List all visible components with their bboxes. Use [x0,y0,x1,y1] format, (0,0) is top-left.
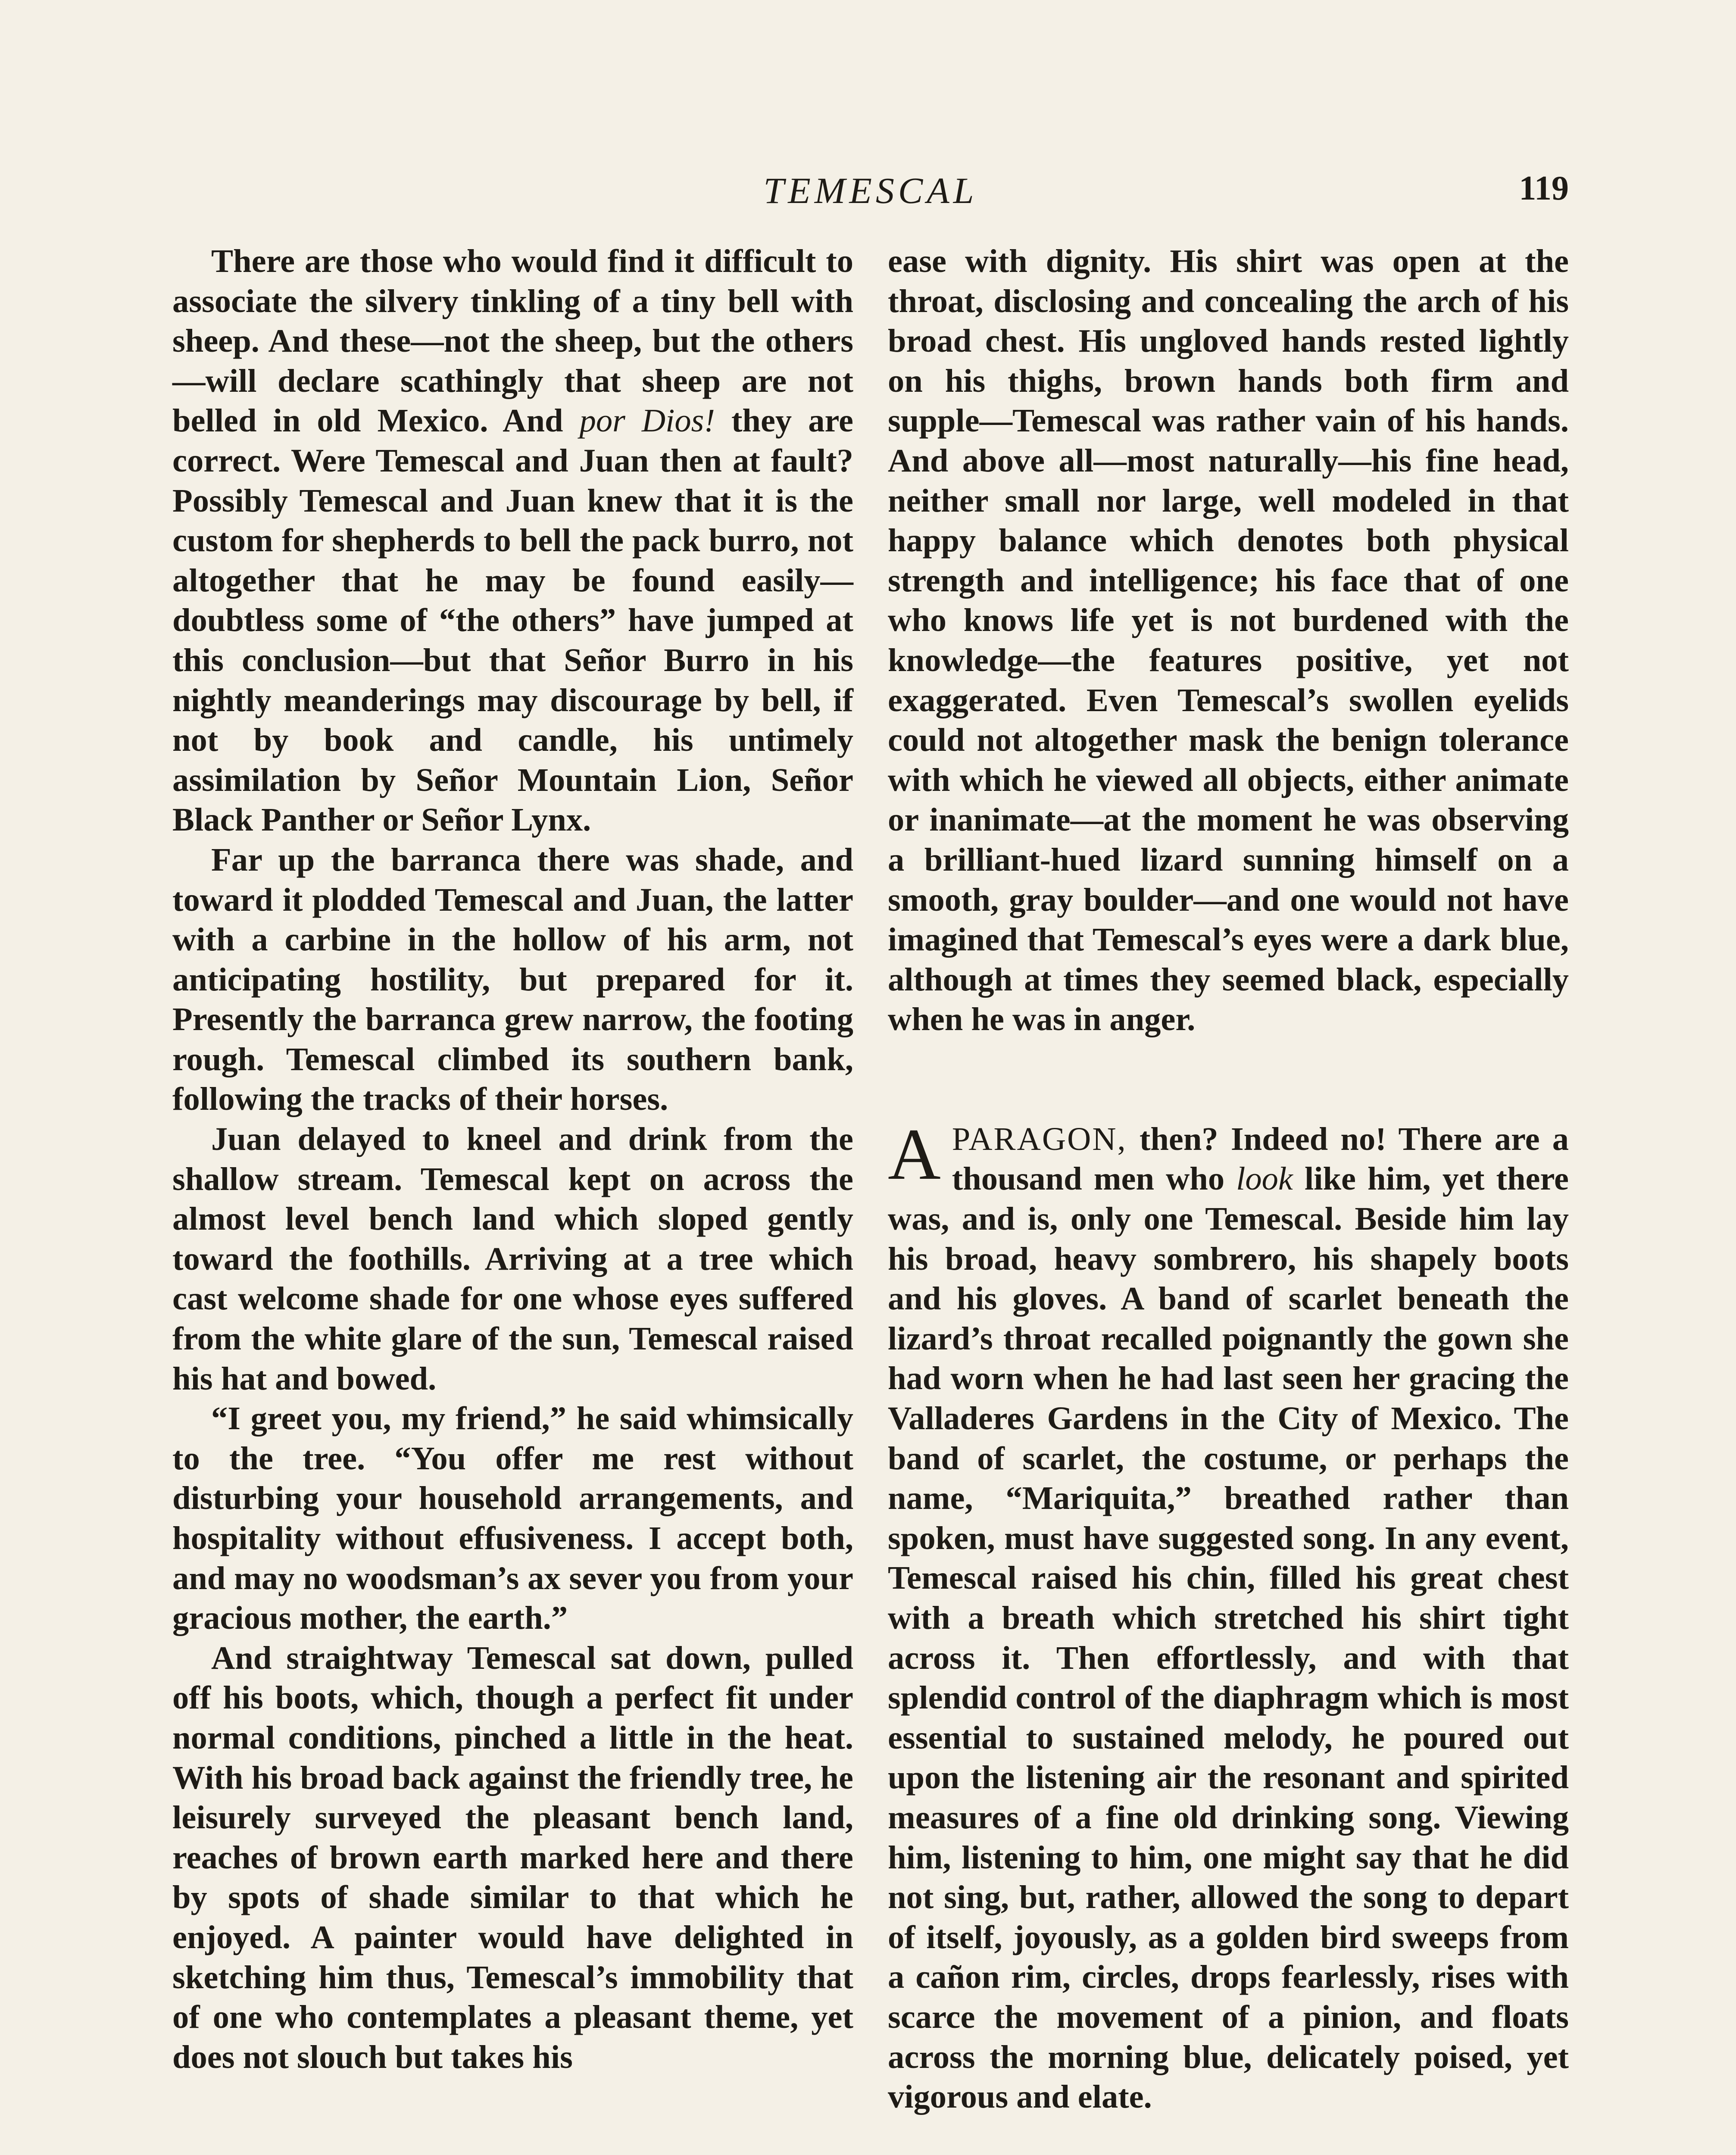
running-title: TEMESCAL [763,170,978,211]
right-column [888,241,1569,2117]
italic-word: look [1236,1160,1293,1197]
paragraph: And straightway Temescal sat down, pulled off his boots, which, though a perfect fit under normal conditions, pinched a little in the heat. With his broad back against the friendly tree, he leisurely surveyed the pleasant bench land, reaches of brown earth marked here and there by spots of shade similar to that which he enjoyed. A painter would have delighted in sketching him thus, Temescal’s immobility that of one who contemplates a pleasant theme, yet does not slouch but takes his [172,1639,853,2075]
page-number: 119 [1519,169,1569,207]
paragraph: ease with dignity. His shirt was open at the throat, disclosing and concealing the arch of his broad chest. His ungloved hands rested lightly on his thighs, brown hands both firm and supple—Temescal was rather vain of his hands. And above all—most naturally—his fine head, neither small nor large, well modeled in that happy balance which denotes both physical strength and intelligence; his face that of one who knows life yet is not burdened with the knowledge—the features positive, yet not exaggerated. Even Temescal’s swollen eyelids could not altogether mask the benign tolerance with which he viewed all objects, either animate or inanimate—at the moment he was observing a brilliant-hued lizard sunning himself on a smooth, gray boulder—and one would not have imagined that Temescal’s eyes were a dark blue, although at times they seemed black, especially when he was in anger. [888,243,1569,1038]
paragraph: “I greet you, my friend,” he said whimsically to the tree. “You offer me rest without disturbing your household arrangements, and hospitality without effusiveness. I accept both, and may no woodsman’s ax sever you from your gracious mother, the earth.” [172,1400,853,1637]
italic-phrase: por Dios! [579,402,715,439]
paragraph: Far up the barranca there was shade, and toward it plodded Temescal and Juan, the latter with a carbine in the hollow of his arm, not anticipating hostility, but prepared for it. Presently the barranca grew narrow, the footing rough. Temescal climbed its southern bank, following the tracks of their horses. [172,841,853,1118]
paragraph: There are those who would find it difficult to associate the silvery tinkling of a tiny bell with sheep. And these—not the sheep, but the others—will declare scathingly that sheep are not belled in old Mexico. And por Dios! they are correct. Were Temescal and Juan then at fault? Possibly Temescal and Juan knew that it is the custom for shepherds to bell the pack burro, not altogether that he may be found easily—doubtless some of “the others” have jumped at this conclusion—but that Señor Burro in his nightly meanderings may discourage by bell, if not by book and candle, his untimely assimilation by Señor Mountain Lion, Señor Black Panther or Señor Lynx. [172,243,853,838]
page-header [172,169,1569,216]
section-opening-paragraph: APARAGON, then? Indeed no! There are a thousand men who look like him, yet there was, and is, only one Temescal. Beside him lay his broad, heavy sombrero, his shapely boots and his gloves. A band of scarlet beneath the lizard’s throat recalled poignantly the gown she had worn when he had last seen her gracing the Valladeres Gardens in the City of Mexico. The band of scarlet, the costume, or perhaps the name, “Mariquita,” breathed rather than spoken, must have suggested song. In any event, Temescal raised his chin, filled his great chest with a breath which stretched his shirt tight across it. Then effortlessly, and with that splendid control of the diaphragm which is most essential to sustained melody, he poured out upon the listening air the resonant and spirited measures of a fine old drinking song. Viewing him, listening to him, one might say that he did not sing, but, rather, allowed the song to depart of itself, joyously, as a golden bird sweeps from a cañon rim, circles, drops fearlessly, rises with scarce the movement of a pinion, and floats across the morning blue, delicately poised, yet vigorous and elate. [888,1113,1569,2115]
paragraph: Juan delayed to kneel and drink from the shallow stream. Temescal kept on across the almost level bench land which sloped gently toward the foothills. Arriving at a tree which cast welcome shade for one whose eyes suffered from the white glare of the sun, Temescal raised his hat and bowed. [172,1121,853,1397]
drop-cap: A [888,1113,941,1195]
left-column [172,241,853,2077]
small-caps-lead: PARAGON, [952,1120,1127,1157]
